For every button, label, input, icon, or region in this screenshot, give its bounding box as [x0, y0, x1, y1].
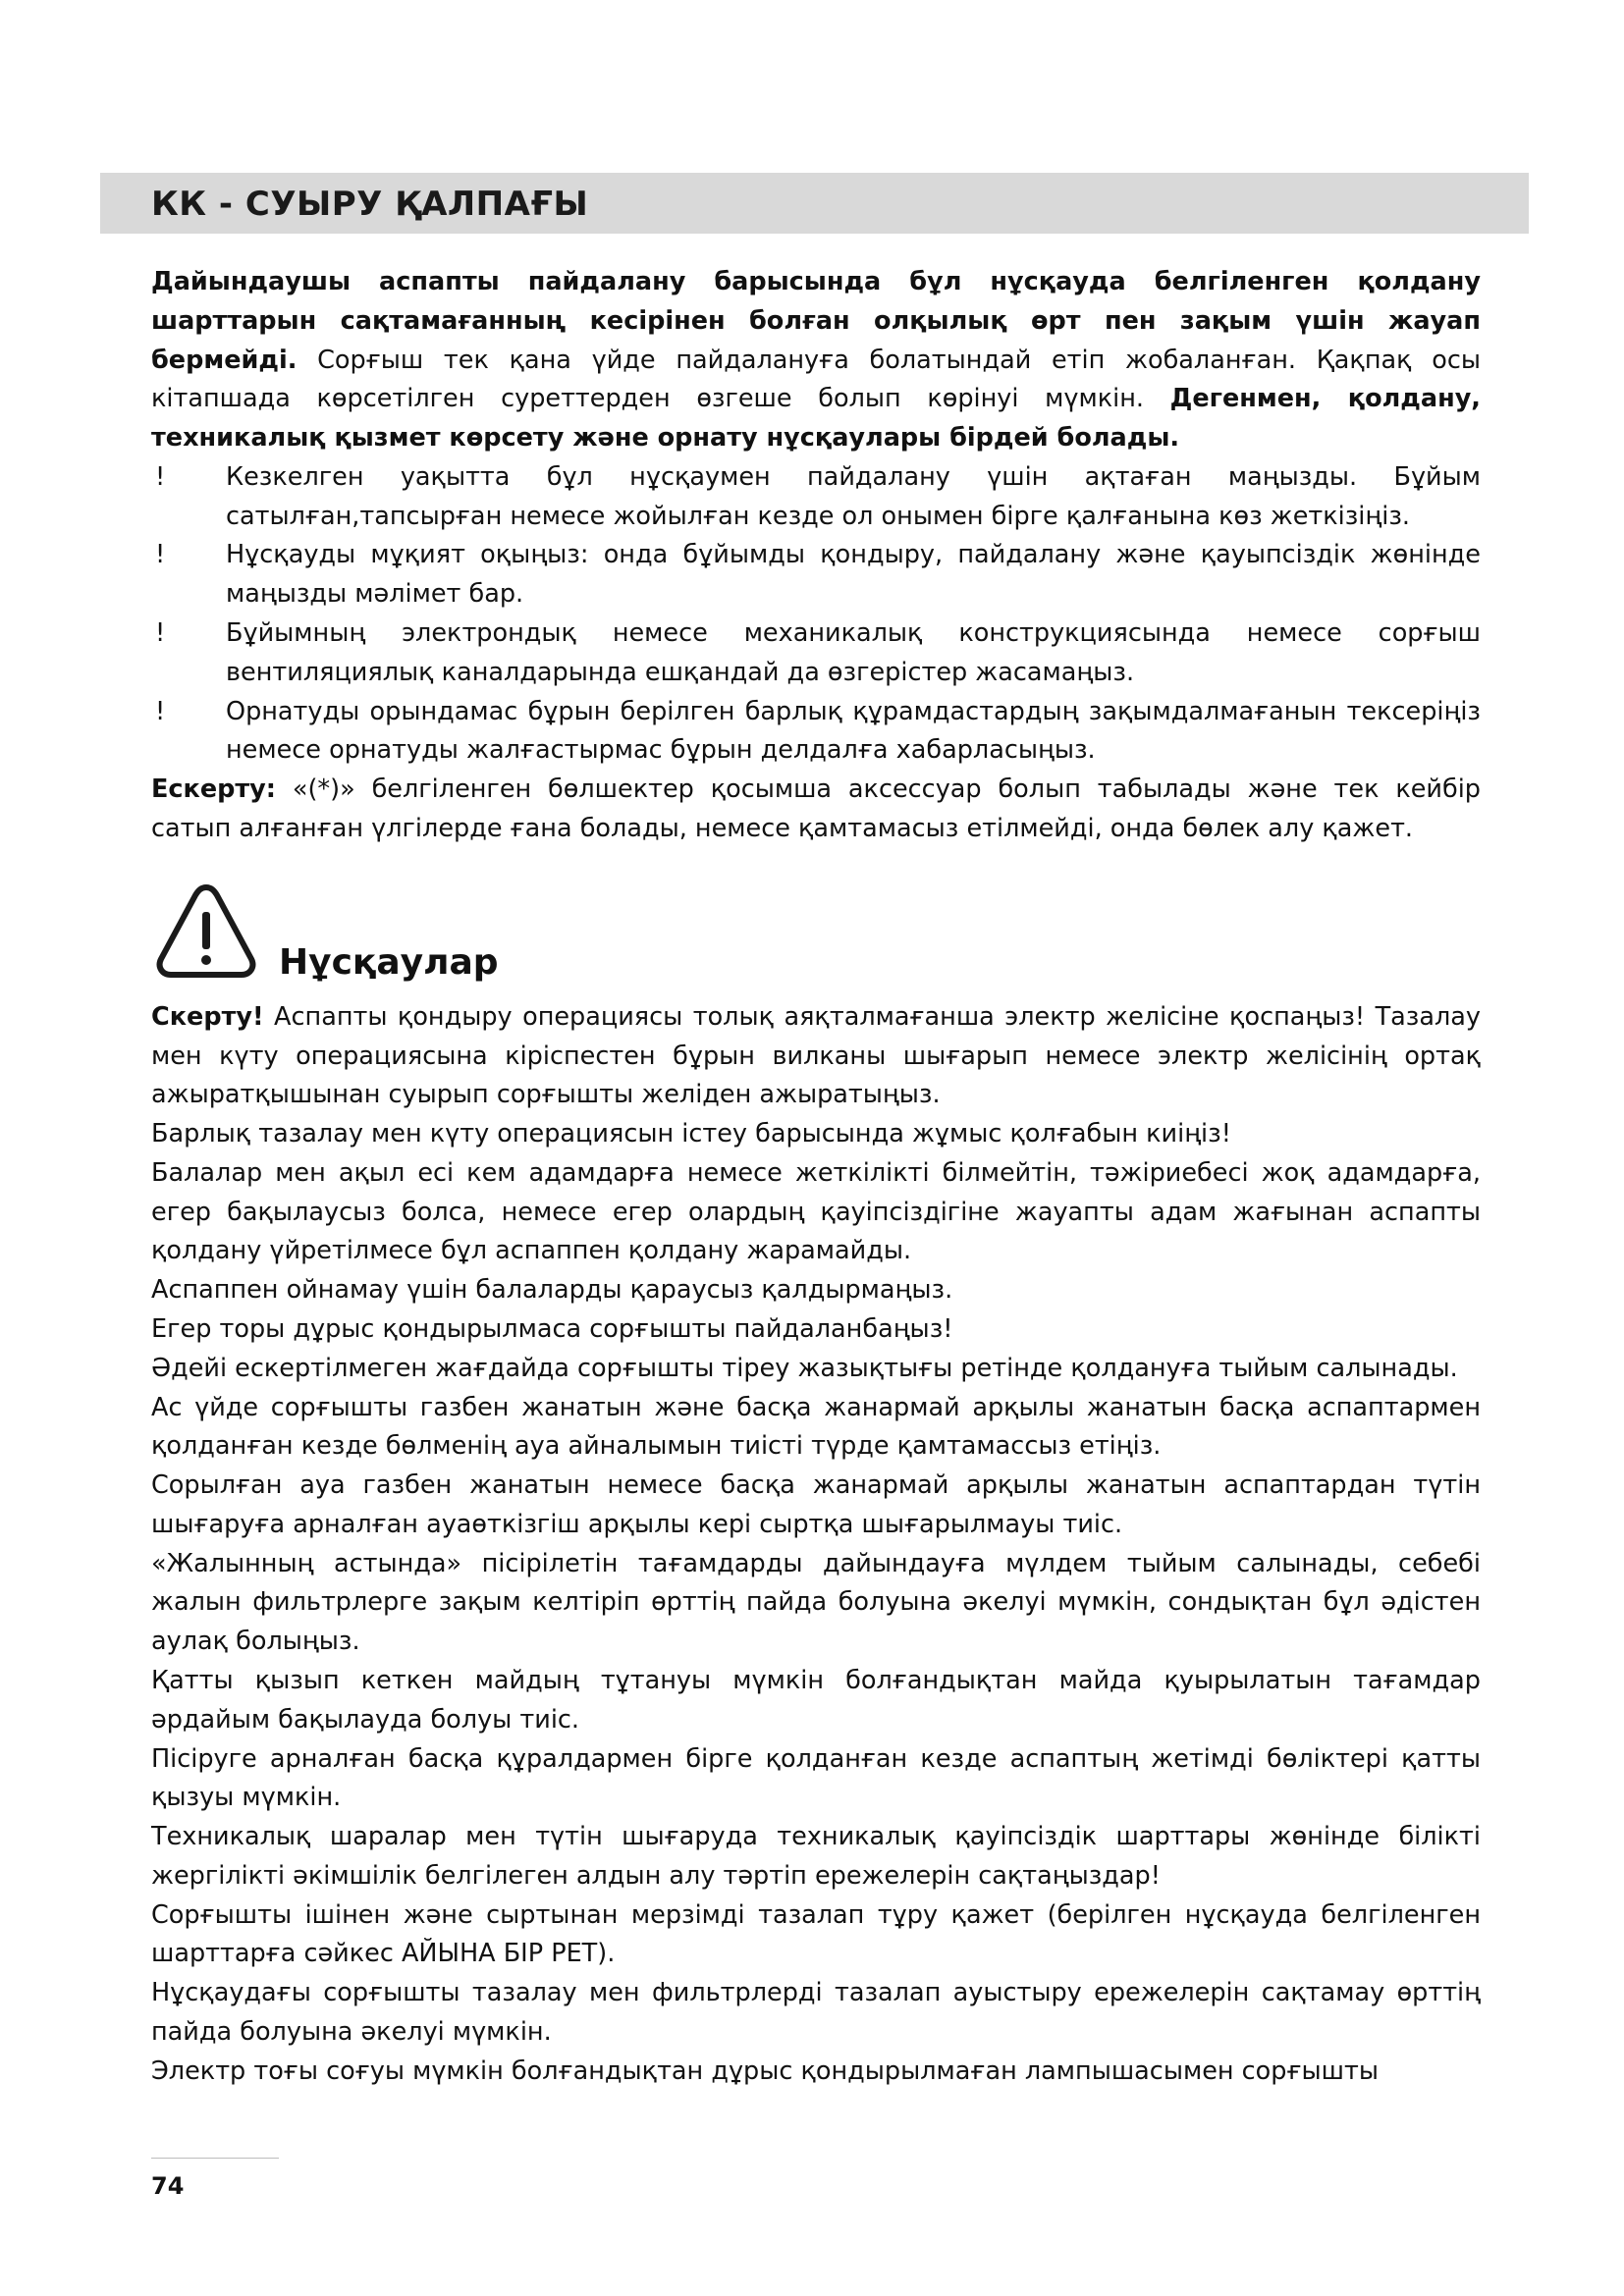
intro-text: Сорғыш тек қана үйде пайдалануға болатындай етіп жобаланған. Қақпақ осы кітапшада көрсетілген суреттерден өзгеше болып көрінуі мүмкін.	[151, 345, 1481, 414]
intro-paragraph	[151, 263, 1481, 458]
page-number: 74	[151, 2172, 185, 2200]
instruction-paragraph: Барлық тазалау мен күту операциясын істеу барысында жұмыс қолғабын киіңіз!	[151, 1119, 1231, 1149]
instruction-paragraph: Әдейі ескертілмеген жағдайда сорғышты тіреу жазықтығы ретінде қолдануға тыйым салынады.	[151, 1353, 1458, 1383]
bullet-text: Бұйымның электрондық немесе механикалық конструкциясында немесе сорғыш вентиляциялық каналдарында ешқандай да өзгерістер жасамаңыз.	[226, 618, 1481, 687]
bullet-text: Кезкелген уақытта бұл нұсқаумен пайдалану үшін ақтаған маңызды. Бұйым сатылған,тапсырған немесе жойылған кезде ол онымен бірге қалғанына көз жеткізіңіз.	[226, 461, 1481, 531]
bullet-text: Орнатуды орындамас бұрын берілген барлық құрамдастардың зақымдалмағанын тексеріңіз немесе орнатуды жалғастырмас бұрын делдалға хабарласыңыз.	[226, 696, 1481, 766]
exclamation-marker: !	[155, 540, 166, 570]
footer-rule	[151, 2158, 279, 2159]
intro-bold-lead: Дайындаушы аспапты пайдалану барысында бұл нұсқауда белгіленген қолдану шарттарын сақтамағанның кесірінен болған олқылық өрт пен зақым үшін жауап бермейді.	[151, 267, 1481, 375]
instruction-paragraph: Балалар мен ақыл есі кем адамдарға немесе жеткілікті білмейтін, тәжіриебесі жоқ адамдарға, егер бақылаусыз болса, немесе егер олардың қауіпсіздігіне жауапты адам жағынан аспапты қолдану үйретілмесе бұл аспаппен қолдану жарамайды.	[151, 1157, 1481, 1266]
warning-bullet-list	[151, 458, 1481, 771]
bullet-item	[151, 536, 1481, 614]
instruction-paragraph: Егер торы дұрыс қондырылмаса сорғышты пайдаланбаңыз!	[151, 1313, 953, 1344]
instruction-paragraph: «Жалынның астында» пісірілетін тағамдарды дайындауға мүлдем тыйым салынады, себебі жалын фильтрлерге зақым келтіріп өрттің пайда болуына әкелуі мүмкін, сондықтан бұл әдістен аулақ болыңыз.	[151, 1548, 1481, 1657]
bullet-item	[151, 458, 1481, 537]
instruction-text: Аспапты қондыру операциясы толық аяқталмағанша электр желісіне қоспаңыз! Тазалау мен күту операциясына кіріспестен бұрын вилканы шығарып немесе электр желісінің ортақ ажыратқышынан суырып сорғышты желіден ажыратыңыз.	[151, 1001, 1481, 1110]
instruction-paragraph: Техникалық шаралар мен түтін шығаруда техникалық қауіпсіздік шарттары жөнінде білікті жергілікті әкімшілік белгілеген алдын алу тәртіп ережелерін сақтаңыздар!	[151, 1822, 1481, 1891]
exclamation-marker: !	[155, 618, 166, 649]
section-title: КК - СУЫРУ ҚАЛПАҒЫ	[151, 185, 589, 224]
instruction-paragraph: Ас үйде сорғышты газбен жанатын және басқа жанармай арқылы жанатын басқа аспаптармен қолданған кезде бөлменің ауа айналымын тиісті түрде қамтамассыз етіңіз.	[151, 1392, 1481, 1462]
instructions-heading	[151, 879, 1481, 998]
exclamation-marker: !	[155, 461, 166, 492]
bullet-item	[151, 614, 1481, 693]
note-paragraph	[151, 771, 1481, 849]
note-label: Ескерту:	[151, 774, 276, 805]
note-text: «(*)» белгіленген бөлшектер қосымша аксессуар болып табылады және тек кейбір сатып алғанған үлгілерде ғана болады, немесе қамтамасыз етілмейді, онда бөлек алу қажет.	[151, 774, 1481, 843]
exclamation-marker: !	[155, 696, 166, 726]
warning-triangle-icon	[155, 879, 257, 981]
instruction-paragraph: Сорғышты ішінен және сыртынан мерзімді тазалап тұру қажет (берілген нұсқауда белгіленген шарттарға сәйкес АЙЫНА БІР РЕТ).	[151, 1899, 1481, 1969]
page-content	[151, 263, 1481, 2092]
instruction-paragraph: Қатты қызып кеткен майдың тұтануы мүмкін болғандықтан майда қуырылатын тағамдар әрдайым бақылауда болуы тиіс.	[151, 1666, 1481, 1735]
instruction-paragraph: Сорылған ауа газбен жанатын немесе басқа жанармай арқылы жанатын аспаптардан түтін шығаруға арналған ауаөткізгіш арқылы кері сыртқа шығарылмауы тиіс.	[151, 1470, 1481, 1539]
instruction-paragraph: Электр тоғы соғуы мүмкін болғандықтан дұрыс қондырылмаған лампышасымен сорғышты	[151, 2056, 1379, 2086]
bullet-item	[151, 693, 1481, 772]
instruction-warning-label: Скерту!	[151, 1001, 264, 1032]
instruction-paragraph: Пісіруге арналған басқа құралдармен бірге қолданған кезде аспаптың жетімді бөліктері қатты қызуы мүмкін.	[151, 1743, 1481, 1813]
instruction-paragraph-first	[151, 998, 1481, 1115]
bullet-text: Нұсқауды мұқият оқыңыз: онда бұйымды қондыру, пайдалану және қауыпсіздік жөнінде маңызды мәлімет бар.	[226, 540, 1481, 610]
instruction-paragraph: Аспаппен ойнамау үшін балаларды қараусыз қалдырмаңыз.	[151, 1275, 953, 1306]
intro-bold-tail: Дегенмен, қолдану, техникалық қызмет көрсету және орнату нұсқаулары бірдей болады.	[151, 384, 1481, 454]
instructions-title: Нұсқаулар	[279, 941, 499, 983]
instruction-paragraph: Нұсқаудағы сорғышты тазалау мен фильтрлерді тазалап ауыстыру ережелерін сақтамау өрттің пайда болуына әкелуі мүмкін.	[151, 1978, 1481, 2048]
